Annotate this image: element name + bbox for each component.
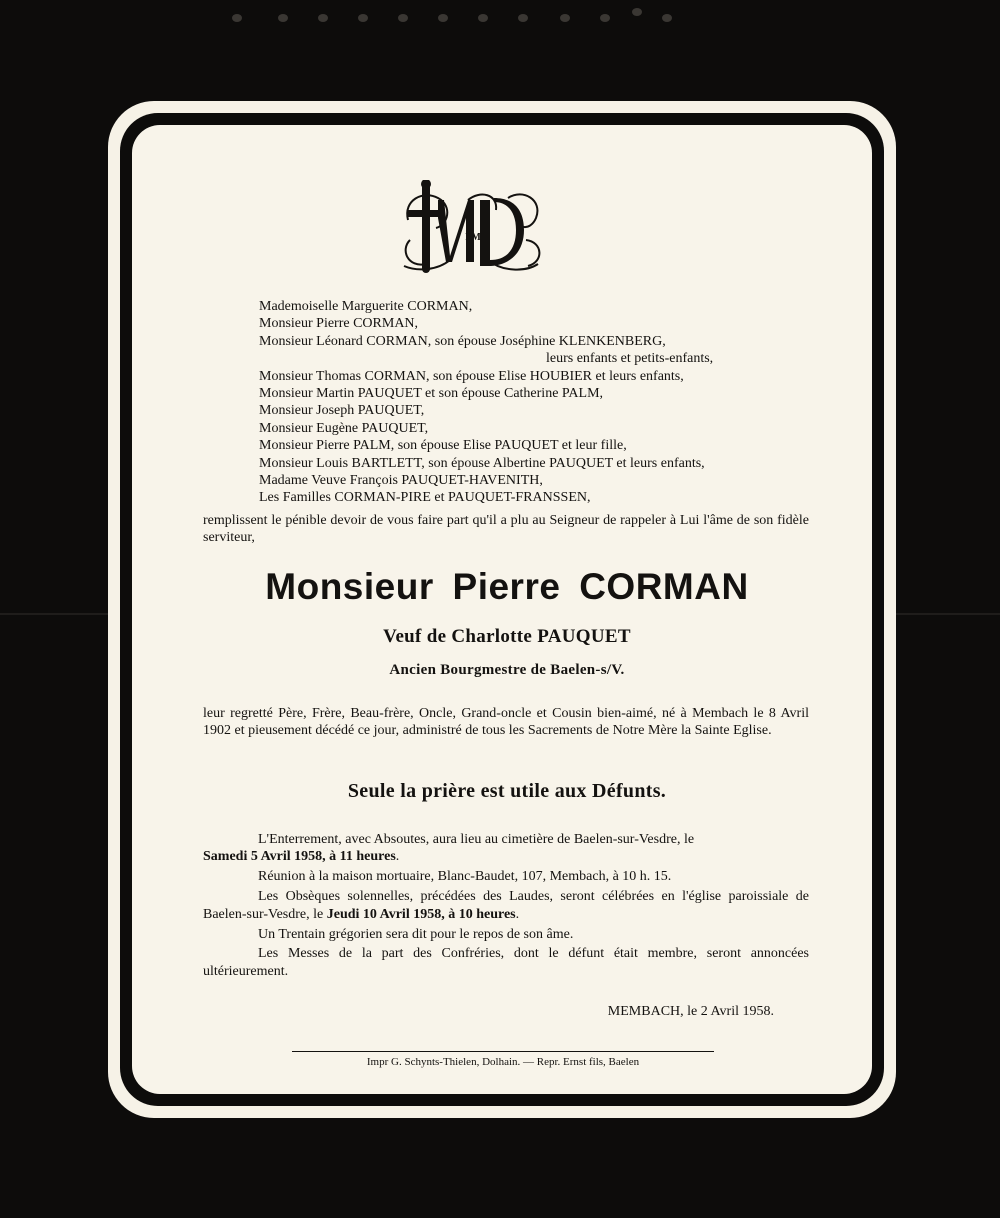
family-line: Monsieur Louis BARTLETT, son épouse Albertine PAUQUET et leurs enfants,: [259, 455, 705, 471]
funeral-text: Les Obsèques solennelles, précédées des Laudes, seront célébrées en l'église paroissiale de Baelen-sur-Vesdre, le: [203, 889, 809, 922]
arrangements-block: [203, 831, 809, 983]
punch-hole: [478, 14, 488, 22]
announcement-paragraph: [203, 512, 809, 549]
burial-paragraph: L'Enterrement, avec Absoutes, aura lieu au cimetière de Baelen-sur-Vesdre, le Samedi 5 Avril 1958, à 11 heures.: [203, 832, 695, 865]
family-list: [259, 298, 819, 507]
punch-hole: [358, 14, 368, 22]
biography-text: leur regretté Père, Frère, Beau-frère, Oncle, Grand-oncle et Cousin bien-aimé, né à Membach le 8 Avril 1902 et pieusement décédé ce jour, administré de tous les Sacrements de Notre Mère la Sainte Eglise.: [203, 706, 809, 739]
funeral-date: Jeudi 10 Avril 1958, à 10 heures: [326, 906, 516, 922]
family-line: Monsieur Thomas CORMAN, son épouse Elise HOUBIER et leurs enfants,: [259, 368, 684, 384]
place-date-signoff: MEMBACH, le 2 Avril 1958.: [607, 1004, 774, 1019]
family-line: Madame Veuve François PAUQUET-HAVENITH,: [259, 473, 543, 489]
punch-hole: [398, 14, 408, 22]
funeral-paragraph: Les Obsèques solennelles, précédées des Laudes, seront célébrées en l'église paroissiale de Baelen-sur-Vesdre, le Jeudi 10 Avril 1958, à 10 heures.: [203, 889, 809, 922]
family-line: leurs enfants et petits-enfants,: [546, 351, 714, 367]
masses-text: Les Messes de la part des Confréries, dont le défunt était membre, seront annoncées ultérieurement.: [203, 946, 809, 979]
former-title: Ancien Bourgmestre de Baelen-s/V.: [389, 662, 625, 678]
burial-date: Samedi 5 Avril 1958, à 11 heures: [203, 849, 396, 865]
widower-line: Veuf de Charlotte PAUQUET: [383, 626, 631, 647]
monogram-letters: PM: [465, 232, 481, 243]
prayer-line: Seule la prière est utile aux Défunts.: [347, 780, 667, 802]
deceased-name: Monsieur Pierre CORMAN: [265, 566, 749, 607]
punch-hole: [438, 14, 448, 22]
punch-hole: [560, 14, 570, 22]
family-line: Monsieur Joseph PAUQUET,: [259, 403, 425, 419]
family-line: Les Familles CORMAN-PIRE et PAUQUET-FRANSSEN,: [259, 490, 591, 506]
family-line: Monsieur Pierre PALM, son épouse Elise PAUQUET et leur fille,: [259, 438, 627, 454]
family-line: Monsieur Pierre CORMAN,: [259, 316, 419, 332]
family-line: Mademoiselle Marguerite CORMAN,: [259, 299, 473, 314]
family-line: Monsieur Eugène PAUQUET,: [259, 420, 429, 436]
punch-hole: [278, 14, 288, 22]
punch-hole: [632, 8, 642, 16]
biography-paragraph: [203, 705, 809, 742]
meeting-text: Réunion à la maison mortuaire, Blanc-Baudet, 107, Membach, à 10 h. 15.: [258, 869, 672, 885]
burial-text: L'Enterrement, avec Absoutes, aura lieu au cimetière de Baelen-sur-Vesdre, le: [258, 832, 695, 847]
trentain-text: Un Trentain grégorien sera dit pour le repos de son âme.: [258, 926, 574, 942]
punch-hole: [662, 14, 672, 22]
punch-hole: [232, 14, 242, 22]
family-line: Monsieur Martin PAUQUET et son épouse Catherine PALM,: [259, 386, 604, 402]
punch-hole: [318, 14, 328, 22]
punch-hole: [518, 14, 528, 22]
footer-divider: [292, 1051, 714, 1052]
printer-credit: Impr G. Schynts-Thielen, Dolhain. — Repr. Ernst fils, Baelen: [366, 1056, 640, 1068]
family-line: Monsieur Léonard CORMAN, son épouse Joséphine KLENKENBERG,: [259, 333, 666, 349]
cross-monogram-icon: [398, 180, 548, 275]
announcement-text: remplissent le pénible devoir de vous faire part qu'il a plu au Seigneur de rappeler à Lui l'âme de son fidèle serviteur,: [203, 513, 809, 546]
punch-hole: [600, 14, 610, 22]
